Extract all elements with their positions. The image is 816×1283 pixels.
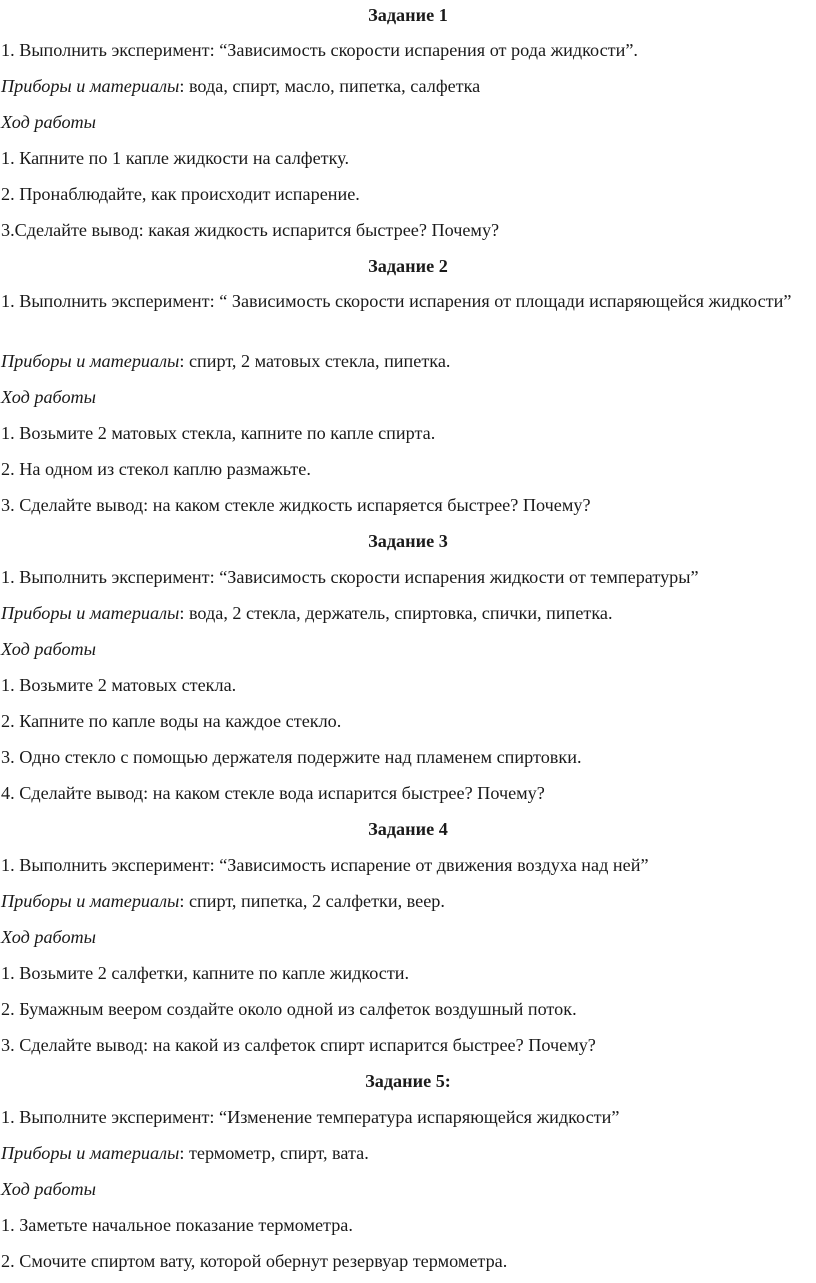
- task-3-step-1: 1. Возьмите 2 матовых стекла.: [1, 675, 237, 695]
- task-5-materials: [1, 1142, 369, 1164]
- task-1-progress-label: Ход работы: [1, 112, 96, 132]
- task-3-step-4: 4. Сделайте вывод: на каком стекле вода испарится быстрее? Почему?: [1, 783, 545, 803]
- materials-list: : вода, спирт, масло, пипетка, салфетка: [179, 76, 481, 96]
- task-1-materials: [1, 75, 480, 97]
- materials-list: : вода, 2 стекла, держатель, спиртовка, спички, пипетка.: [179, 603, 613, 623]
- task-1-step-2: 2. Пронаблюдайте, как происходит испарение.: [1, 184, 360, 204]
- task-4-materials: [1, 890, 445, 912]
- task-2-progress-label: Ход работы: [1, 387, 96, 407]
- task-4-title: Задание 4: [368, 819, 448, 839]
- materials-label: Приборы и материалы: [1, 603, 180, 623]
- materials-label: Приборы и материалы: [1, 891, 180, 911]
- task-4-experiment: 1. Выполнить эксперимент: “Зависимость испарение от движения воздуха над ней”: [1, 855, 649, 875]
- materials-label: Приборы и материалы: [1, 1143, 180, 1163]
- task-5-progress-label: Ход работы: [1, 1179, 96, 1199]
- task-3-step-3: 3. Одно стекло с помощью держателя подержите над пламенем спиртовки.: [1, 747, 582, 767]
- task-5-step-1: 1. Заметьте начальное показание термометра.: [1, 1215, 353, 1235]
- task-4-progress-label: Ход работы: [1, 927, 96, 947]
- materials-label: Приборы и материалы: [1, 351, 180, 371]
- task-1-title: Задание 1: [368, 5, 448, 25]
- task-4-step-3: 3. Сделайте вывод: на какой из салфеток спирт испарится быстрее? Почему?: [1, 1035, 596, 1055]
- task-3-experiment: 1. Выполнить эксперимент: “Зависимость скорости испарения жидкости от температуры”: [1, 567, 699, 587]
- task-2-step-3: 3. Сделайте вывод: на каком стекле жидкость испаряется быстрее? Почему?: [1, 495, 591, 515]
- materials-list: : спирт, пипетка, 2 салфетки, веер.: [179, 891, 445, 911]
- materials-list: : спирт, 2 матовых стекла, пипетка.: [179, 351, 451, 371]
- task-2-experiment: 1. Выполнить эксперимент: “ Зависимость скорости испарения от площади испаряющейся жидкости”: [1, 291, 792, 311]
- task-2-title: Задание 2: [368, 256, 448, 276]
- task-5-step-2: 2. Смочите спиртом вату, которой обернут резервуар термометра.: [1, 1251, 508, 1271]
- task-3-title: Задание 3: [368, 531, 448, 551]
- task-5-title: Задание 5:: [365, 1071, 451, 1091]
- task-5-experiment: 1. Выполните эксперимент: “Изменение температура испаряющейся жидкости”: [1, 1107, 620, 1127]
- task-1-experiment: 1. Выполнить эксперимент: “Зависимость скорости испарения от рода жидкости”.: [1, 40, 638, 60]
- task-4-step-2: 2. Бумажным веером создайте около одной из салфеток воздушный поток.: [1, 999, 577, 1019]
- task-2-step-2: 2. На одном из стекол каплю размажьте.: [1, 459, 311, 479]
- materials-label: Приборы и материалы: [1, 76, 180, 96]
- task-1-step-1: 1. Капните по 1 капле жидкости на салфетку.: [1, 148, 349, 168]
- materials-list: : термометр, спирт, вата.: [179, 1143, 369, 1163]
- task-2-materials: [1, 350, 450, 372]
- task-2-step-1: 1. Возьмите 2 матовых стекла, капните по капле спирта.: [1, 423, 436, 443]
- task-1-step-3: 3.Сделайте вывод: какая жидкость испарится быстрее? Почему?: [1, 220, 500, 240]
- task-4-step-1: 1. Возьмите 2 салфетки, капните по капле жидкости.: [1, 963, 410, 983]
- task-3-step-2: 2. Капните по капле воды на каждое стекло.: [1, 711, 342, 731]
- task-3-materials: [1, 602, 613, 624]
- task-3-progress-label: Ход работы: [1, 639, 96, 659]
